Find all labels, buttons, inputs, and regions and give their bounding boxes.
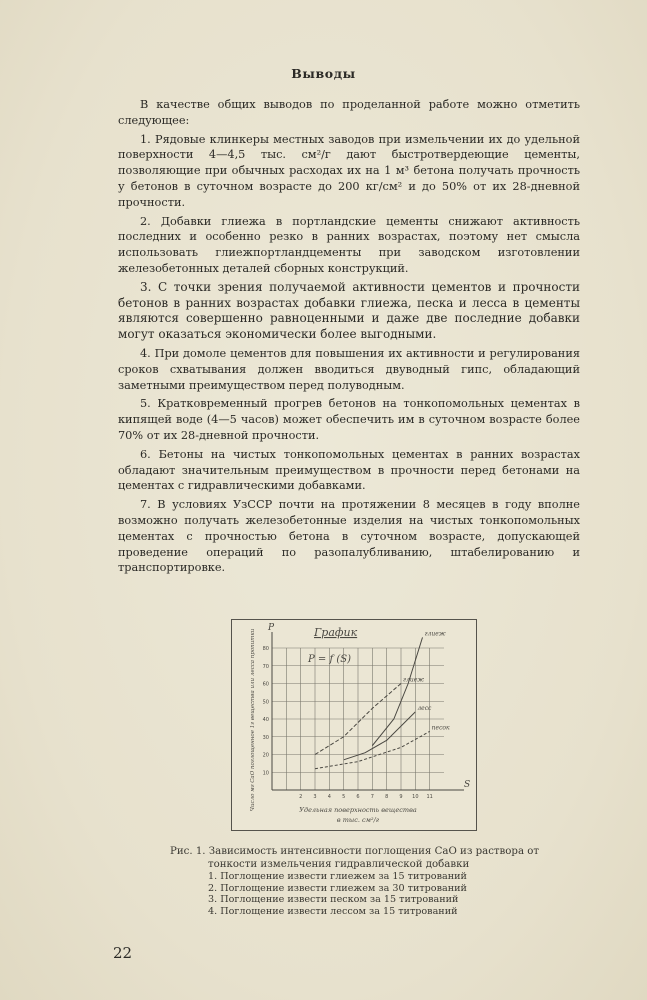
y-tick-label: 10	[262, 770, 269, 777]
conclusion-4: 4. При домоле цементов для повышения их активности и регулирования сроков схватывания должен вводиться двуводный гипс, обладающий заметными преимуществом перед полуводным.	[118, 346, 580, 392]
series-label-1: глиеж	[403, 676, 425, 684]
conclusion-7: 7. В условиях УзССР почти на протяжении 8 месяцев в году вполне возможно получать железобетонные изделия на чистых тонкопомольных цементах с прочностью бетона в суточном возрасте, допускающей проведение операций по разопалубливанию, штабелированию и транспортировке.	[118, 498, 580, 575]
caption-item: 4. Поглощение извести лессом за 15 титрований	[208, 905, 458, 917]
series-label-4: лесс	[417, 704, 432, 712]
conclusion-3: 3. С точки зрения получаемой активности цементов и прочности бетонов в ранних возрастах добавки глиежа, песка и лесса в цементы являются совершенно равноценными и даже две последние добавки могут оказаться экономически более выгодными.	[118, 279, 580, 342]
y-tick-label: 80	[262, 646, 269, 652]
x-tick-label: 2	[299, 794, 303, 800]
y-tick-label: 40	[262, 717, 269, 723]
x-tick-label: 4	[327, 794, 331, 800]
conclusion-1: 1. Рядовые клинкеры местных заводов при измельчении их до удельной поверхности 4—4,5 тыс. см²/г дают быстротвердеющие цементы, позволяющие при обычных расходах их на 1 м³ бетона получать прочность у бетонов в суточном возрасте до 200 кг/см² и до 50% от их 28-дневной прочности.	[118, 132, 580, 209]
x-tick-label: 8	[385, 794, 389, 800]
x-tick-label: 9	[399, 794, 403, 800]
y-axis-letter: P	[268, 623, 275, 633]
page-heading: Выводы	[291, 66, 356, 81]
x-axis-units: в тыс. см²/г	[336, 816, 380, 824]
chart-formula: P = f (S)	[308, 654, 351, 665]
figure-caption	[170, 846, 570, 917]
x-tick-label: 6	[356, 794, 360, 800]
x-tick-label: 11	[426, 794, 433, 800]
y-tick-label: 70	[262, 663, 269, 670]
series-label-3: песок	[431, 724, 450, 732]
x-tick-label: 7	[370, 794, 374, 800]
conclusion-5: 5. Кратковременный прогрев бетонов на тонкопомольных цементах в кипящей воде (4—5 часов) может обеспечить им в суточном возрасте более 70% от их 28-дневной прочности.	[118, 397, 580, 442]
conclusion-6: 6. Бетоны на чистых тонкопомольных цементах в ранних возрастах обладают значительным преимуществом в прочности перед бетонами на цементах с гидравлическими добавками.	[118, 447, 580, 493]
caption-title: Рис. 1. Зависимость интенсивности поглощения CaO из раствора от	[170, 846, 540, 857]
y-tick-label: 30	[262, 734, 269, 741]
chart-title: График	[314, 626, 358, 639]
caption-item: 1. Поглощение извести глиежем за 15 титрований	[208, 871, 467, 882]
x-axis-label: Удельная поверхность вещества	[299, 806, 417, 814]
page-number: 22	[113, 944, 133, 962]
y-tick-label: 20	[262, 752, 269, 759]
intro-paragraph: В качестве общих выводов по проделанной работе можно отметить следующее:	[118, 98, 580, 127]
y-tick-label: 50	[262, 699, 269, 706]
y-tick-label: 60	[262, 681, 269, 688]
x-tick-label: 10	[412, 794, 419, 800]
x-axis-letter: S	[464, 780, 471, 790]
conclusion-2: 2. Добавки глиежа в портландские цементы снижают активность последних и особенно резко в ранних возрастах, поэтому нет смысла использовать глиежпортландцементы при заводском изготовлении железобетонных деталей сборных конструкций.	[118, 214, 580, 275]
figure-graph	[231, 619, 477, 831]
chart-svg	[232, 620, 476, 830]
caption-item: 3. Поглощение извести песком за 15 титрований	[208, 894, 459, 905]
body-text	[118, 97, 580, 576]
caption-title-2: тонкости измельчения гидравлической добавки	[208, 858, 470, 870]
caption-item: 2. Поглощение извести глиежем за 30 титрований	[208, 882, 467, 894]
x-tick-label: 3	[313, 794, 317, 800]
series-label-2: глиеж	[424, 630, 446, 638]
y-axis-label: Число мг CaO поглощенное 1г вещества или лесса пропитки	[250, 628, 256, 812]
x-tick-label: 5	[342, 794, 346, 800]
